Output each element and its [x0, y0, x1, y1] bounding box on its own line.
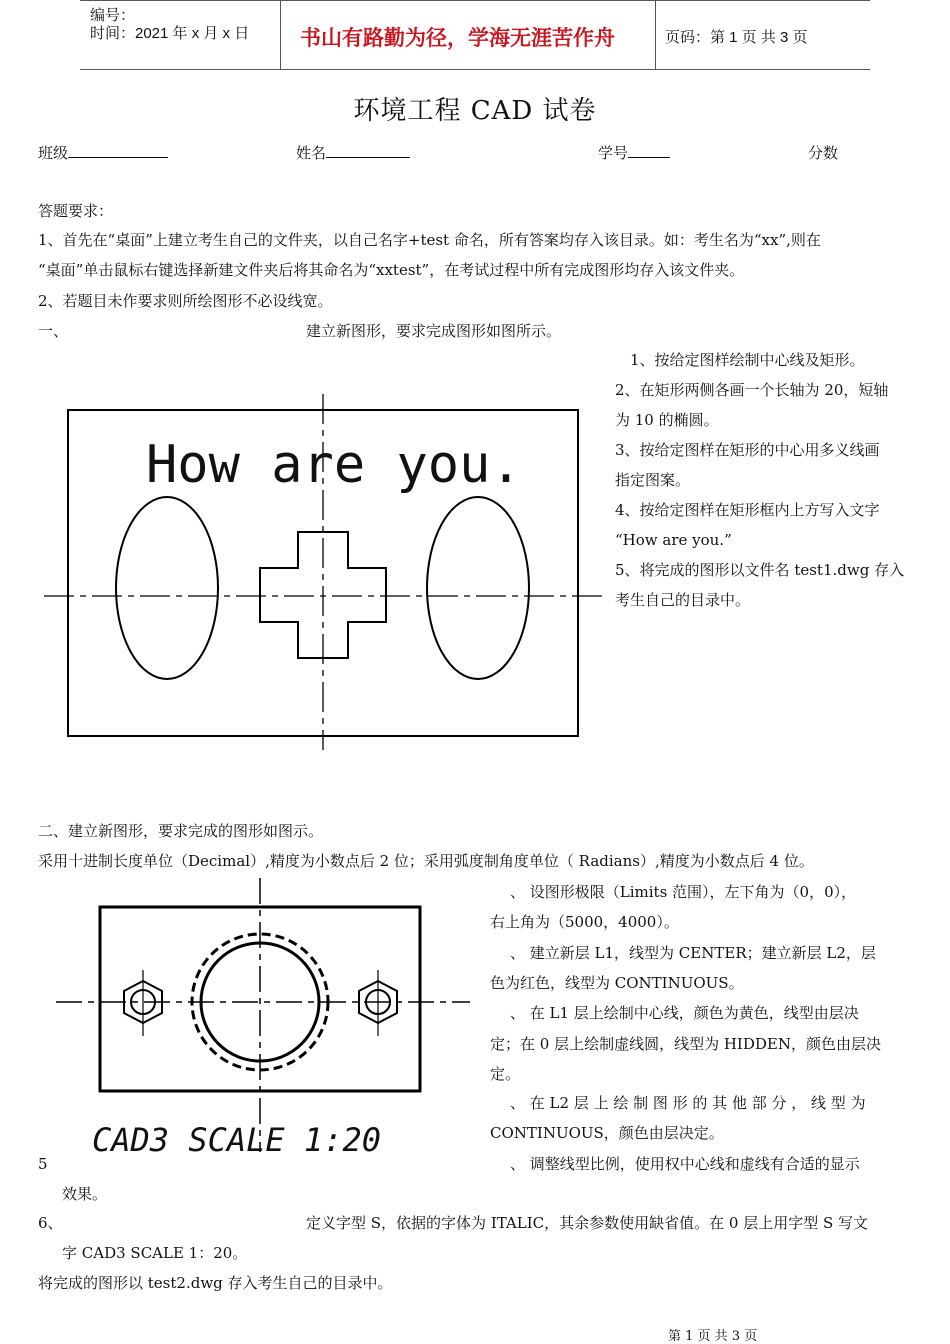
q2-step: 、 在 L1 层上绘制中心线，颜色为黄色，线型由层决 [510, 1004, 859, 1022]
q2-step: 、 设图形极限（Limits 范围），左下角为（0，0）， [510, 883, 857, 901]
q2-step: 、 调整线型比例，使用权中心线和虚线有合适的显示 [510, 1155, 860, 1173]
q1-step: 考生自己的目录中。 [615, 591, 751, 609]
q1-number: 一、 [38, 322, 69, 340]
q2-step: 色为红色，线型为 CONTINUOUS。 [490, 974, 744, 992]
header-number: 编号： [90, 7, 136, 24]
q1-step: 4、按给定图样在矩形框内上方写入文字 [615, 501, 880, 519]
q2-units: 采用十进制长度单位（Decimal）,精度为小数点后 2 位；采用弧度制角度单位（ Radians）,精度为小数点后 4 位。 [38, 852, 814, 870]
q2-step6-line1: 定义字型 S，依据的字体为 ITALIC，其余参数使用缺省值。在 0 层上用字型 S 写文 [306, 1214, 869, 1232]
q1-step: “How are you.” [615, 531, 732, 549]
q2-step: 定；在 0 层上绘制虚线圆，线型为 HIDDEN，颜色由层决 [490, 1035, 881, 1053]
q2-effect: 效果。 [62, 1185, 108, 1203]
page-title: 环境工程 CAD 试卷 [353, 96, 597, 126]
requirement-1-line1: 1、首先在“桌面”上建立考生自己的文件夹，以自己名字+test 命名，所有答案均存入该目录。如：考生名为“xx”,则在 [38, 231, 821, 249]
page-footer: 第 1 页 共 3 页 [668, 1329, 758, 1344]
left-ellipse [116, 497, 218, 679]
figure-text: CAD3 SCALE 1:20 [92, 1121, 381, 1159]
q1-title: 建立新图形，要求完成图形如图所示。 [306, 322, 562, 340]
field-class: 班级 [38, 138, 168, 168]
q2-final: 将完成的图形以 test2.dwg 存入考生自己的目录中。 [38, 1274, 393, 1292]
field-score: 分数 [808, 144, 839, 162]
right-ellipse [427, 497, 529, 679]
q2-number-5: 5 [38, 1155, 48, 1173]
q2-step: CONTINUOUS，颜色由层决定。 [490, 1124, 724, 1142]
header-motto: 书山有路勤为径，学海无涯苦作舟 [300, 27, 615, 50]
q1-step: 3、按给定图样在矩形的中心用多义线画 [615, 441, 880, 459]
header-page-info: 页码：第 1 页 共 3 页 [665, 29, 808, 46]
field-student-id: 学号 [598, 138, 670, 168]
q2-step: 定。 [490, 1065, 521, 1083]
q1-step: 2、在矩形两侧各画一个长轴为 20，短轴 [615, 381, 889, 399]
header-time: 时间：2021 年 x 月 x 日 [90, 25, 250, 42]
q1-step: 5、将完成的图形以文件名 test1.dwg 存入 [615, 561, 905, 579]
field-name: 姓名 [296, 138, 410, 168]
requirement-2: 2、若题目未作要求则所绘图形不必设线宽。 [38, 292, 333, 310]
requirement-1-line2: “桌面”单击鼠标右键选择新建文件夹后将其命名为“xxtest”，在考试过程中所有完成图形均存入该文件夹。 [38, 261, 745, 279]
q2-step: 、 建立新层 L1，线型为 CENTER；建立新层 L2，层 [510, 944, 876, 962]
q1-step: 为 10 的椭圆。 [615, 411, 719, 429]
q1-step: 1、按给定图样绘制中心线及矩形。 [630, 351, 865, 369]
figure-text: How are you. [146, 435, 522, 495]
q2-step6-line2: 字 CAD3 SCALE 1：20。 [62, 1244, 248, 1262]
q2-number-6: 6、 [38, 1214, 63, 1232]
q2-title: 二、建立新图形，要求完成的图形如图示。 [38, 822, 324, 840]
q2-cad-drawing [0, 860, 480, 1170]
q1-step: 指定图案。 [615, 471, 691, 489]
q2-step: 、 在 L2 层 上 绘 制 图 形 的 其 他 部 分 ， 线 型 为 [510, 1094, 866, 1112]
requirements-heading: 答题要求： [38, 202, 114, 220]
q2-step: 右上角为（5000，4000）。 [490, 913, 679, 931]
